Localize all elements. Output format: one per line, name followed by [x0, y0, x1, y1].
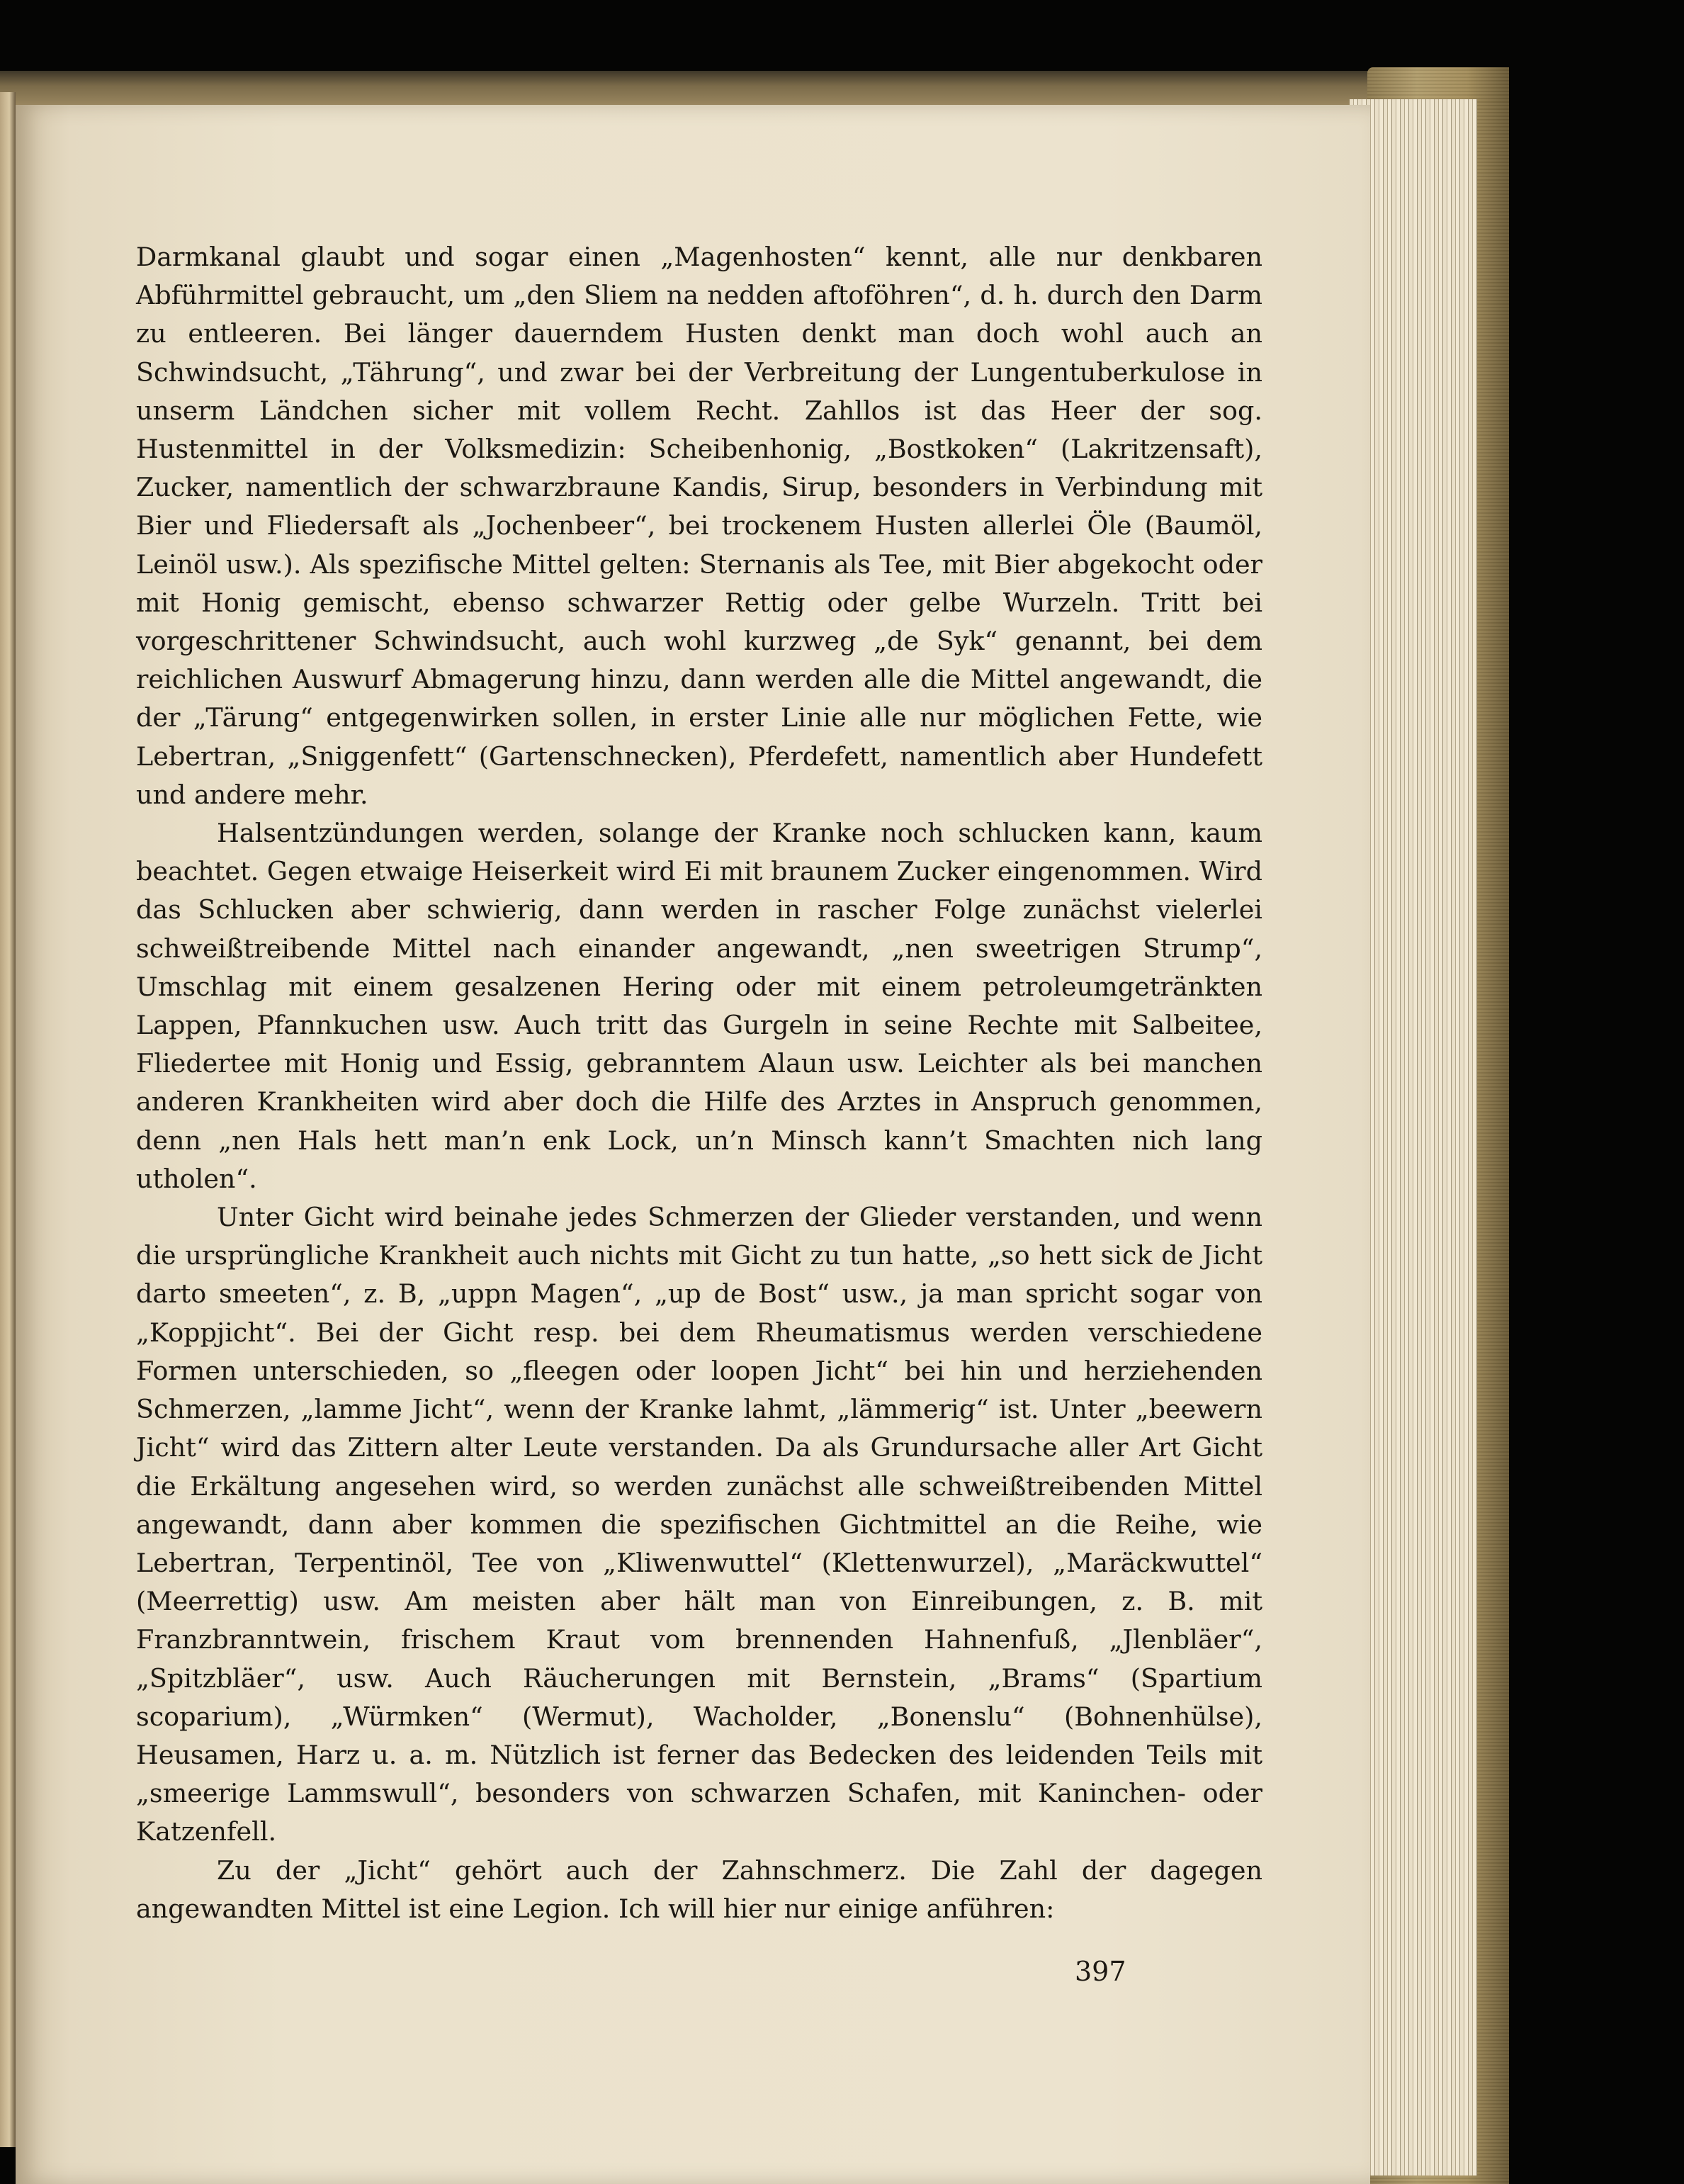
left-page-edge — [0, 92, 16, 2147]
book-page — [16, 105, 1370, 2184]
page-text — [136, 238, 1262, 1928]
book-top-edge — [0, 71, 1509, 108]
paragraph: Unter Gicht wird beinahe jedes Schmerzen der Glieder verstanden, und wenn die ursprüngliche Krankheit auch nichts mit Gicht zu tun hatte, „so hett sick de Jicht darto smeeten“, z. B, „uppn Magen“, „up de Bost“ usw., ja man spricht sogar von „Koppjicht“. Bei der Gicht resp. bei dem Rheumatismus werden verschiedene Formen unterschieden, so „fleegen oder loopen Jicht“ bei hin und herziehenden Schmerzen, „lamme Jicht“, wenn der Kranke lahmt, „lämmerig“ ist. Unter „beewern Jicht“ wird das Zittern alter Leute verstanden. Da als Grundursache aller Art Gicht die Erkältung angesehen wird, so werden zunächst alle schweißtreibenden Mittel angewandt, dann aber kommen die spezifischen Gichtmittel an die Reihe, wie Lebertran, Terpentinöl, Tee von „Kliwenwuttel“ (Klettenwurzel), „Maräckwuttel“ (Meerrettig) usw. Am meisten aber hält man von Einreibungen, z. B. mit Franzbranntwein, frischem Kraut vom brennenden Hahnenfuß, „Jlenbläer“, „Spitzbläer“, usw. Auch Räucherungen mit Bernstein, „Brams“ (Spartium scoparium), „Würmken“ (Wermut), Wacholder, „Bonenslu“ (Bohnenhülse), Heusamen, Harz u. a. m. Nützlich ist ferner das Bedecken des leidenden Teils mit „smeerige Lammswull“, besonders von schwarzen Schafen, mit Kaninchen- oder Katzenfell. — [136, 1202, 1262, 1847]
paragraph: Zu der „Jicht“ gehört auch der Zahnschmerz. Die Zahl der dagegen angewandten Mittel ist eine Legion. Ich will hier nur einige anführen: — [136, 1854, 1262, 1924]
page-number: 397 — [1075, 1956, 1126, 1987]
paragraph: Darmkanal glaubt und sogar einen „Magenhosten“ kennt, alle nur denkbaren Abführmittel gebraucht, um „den Sliem na nedden aftoföhren“, d. h. durch den Darm zu entleeren. Bei länger dauerndem Husten denkt man doch wohl auch an Schwindsucht, „Tährung“, und zwar bei der Verbreitung der Lungentuberkulose in unserm Ländchen sicher mit vollem Recht. Zahllos ist das Heer der sog. Hustenmittel in der Volksmedizin: Scheibenhonig, „Bostkoken“ (Lakritzensaft), Zucker, namentlich der schwarzbraune Kandis, Sirup, besonders in Verbindung mit Bier und Fliedersaft als „Jochenbeer“, bei trockenem Husten allerlei Öle (Baumöl, Leinöl usw.). Als spezifische Mittel gelten: Sternanis als Tee, mit Bier abgekocht oder mit Honig gemischt, ebenso schwarzer Rettig oder gelbe Wurzeln. Tritt bei vorgeschrittener Schwindsucht, auch wohl kurzweg „de Syk“ genannt, bei dem reichlichen Auswurf Abmagerung hinzu, dann werden alle die Mittel angewandt, die der „Tärung“ entgegenwirken sollen, in erster Linie alle nur möglichen Fette, wie Lebertran, „Sniggenfett“ (Gartenschnecken), Pferdefett, namentlich aber Hundefett und andere mehr. — [136, 242, 1262, 810]
paragraph: Halsentzündungen werden, solange der Kranke noch schlucken kann, kaum beachtet. Gegen etwaige Heiserkeit wird Ei mit braunem Zucker eingenommen. Wird das Schlucken aber schwierig, dann werden in rascher Folge zunächst vielerlei schweißtreibende Mittel nach einander angewandt, „nen sweetrigen Strump“, Umschlag mit einem gesalzenen Hering oder mit einem petroleumgetränkten Lappen, Pfannkuchen usw. Auch tritt das Gurgeln in seine Rechte mit Salbeitee, Fliedertee mit Honig und Essig, gebranntem Alaun usw. Leichter als bei manchen anderen Krankheiten wird aber doch die Hilfe des Arztes in Anspruch genommen, denn „nen Hals hett man’n enk Lock, un’n Minsch kann’t Smachten nich lang utholen“. — [136, 818, 1262, 1194]
